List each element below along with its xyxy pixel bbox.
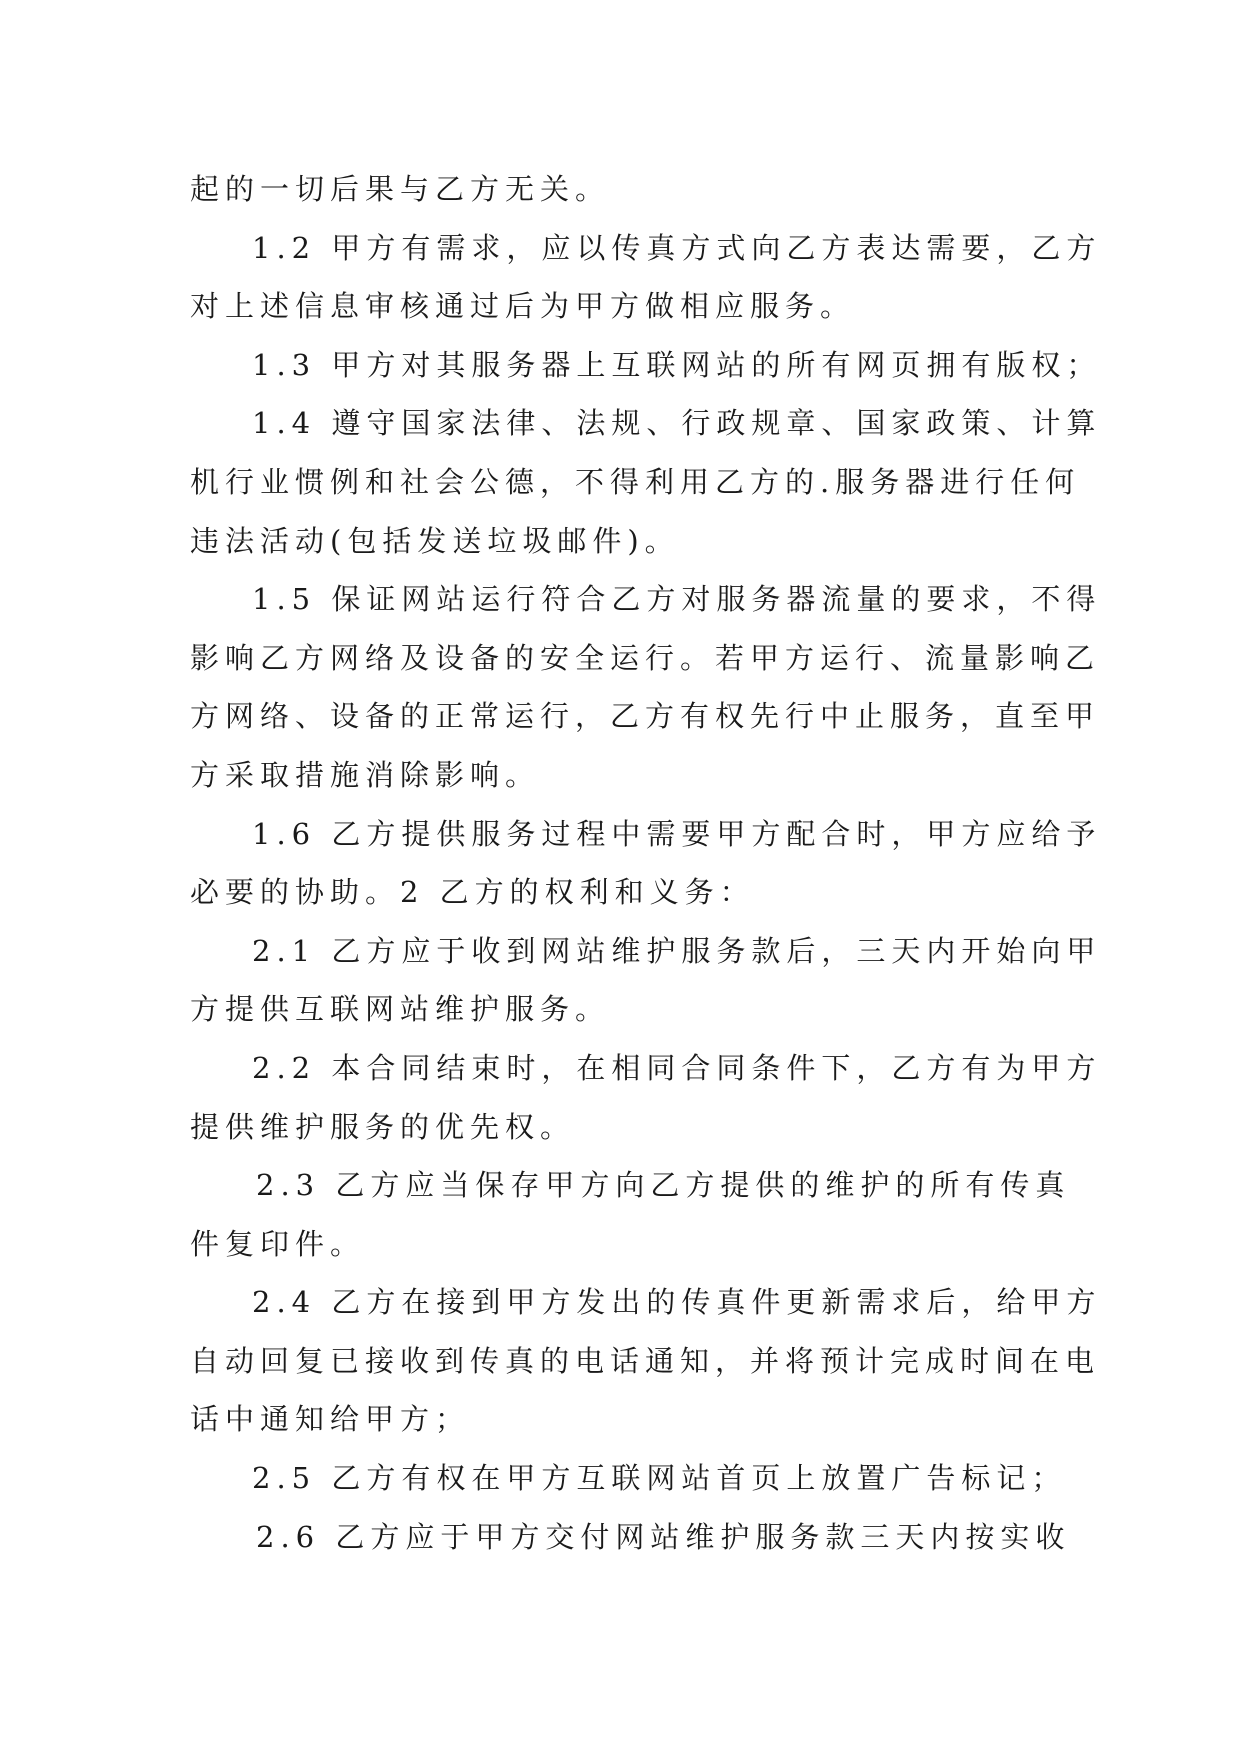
text-line: 自动回复已接收到传真的电话通知，并将预计完成时间在电: [190, 1343, 1101, 1378]
text-line: 1.4 遵守国家法律、法规、行政规章、国家政策、计算: [252, 406, 1102, 441]
text-line: 1.5 保证网站运行符合乙方对服务器流量的要求，不得: [252, 582, 1102, 617]
text-line: 1.2 甲方有需求，应以传真方式向乙方表达需要，乙方: [252, 230, 1102, 265]
text-line: 方采取措施消除影响。: [190, 757, 541, 792]
text-line: 违法活动(包括发送垃圾邮件)。: [190, 523, 680, 558]
text-line: 2.4 乙方在接到甲方发出的传真件更新需求后，给甲方: [252, 1285, 1102, 1320]
text-line: 1.3 甲方对其服务器上互联网站的所有网页拥有版权；: [252, 347, 1102, 382]
text-line: 1.6 乙方提供服务过程中需要甲方配合时，甲方应给予: [252, 816, 1102, 851]
text-line: 提供维护服务的优先权。: [190, 1109, 576, 1144]
text-line: 必要的协助。2 乙方的权利和义务：: [190, 875, 755, 910]
text-line: 机行业惯例和社会公德，不得利用乙方的.服务器进行任何: [190, 464, 1081, 499]
text-line: 2.6 乙方应于甲方交付网站维护服务款三天内按实收: [256, 1519, 1071, 1554]
text-line: 对上述信息审核通过后为甲方做相应服务。: [190, 289, 856, 324]
text-line: 2.1 乙方应于收到网站维护服务款后，三天内开始向甲: [252, 933, 1102, 968]
text-line: 话中通知给甲方；: [190, 1402, 471, 1437]
text-line: 2.5 乙方有权在甲方互联网站首页上放置广告标记；: [252, 1461, 1067, 1496]
text-line: 方网络、设备的正常运行，乙方有权先行中止服务，直至甲: [190, 699, 1101, 734]
text-line: 影响乙方网络及设备的安全运行。若甲方运行、流量影响乙: [190, 640, 1101, 675]
text-line: 2.2 本合同结束时，在相同合同条件下，乙方有为甲方: [252, 1050, 1102, 1085]
text-line: 起的一切后果与乙方无关。: [190, 172, 611, 206]
text-line: 方提供互联网站维护服务。: [190, 992, 611, 1027]
text-line: 2.3 乙方应当保存甲方向乙方提供的维护的所有传真: [256, 1168, 1071, 1203]
text-line: 件复印件。: [190, 1226, 366, 1261]
document-body: [190, 160, 1102, 1566]
